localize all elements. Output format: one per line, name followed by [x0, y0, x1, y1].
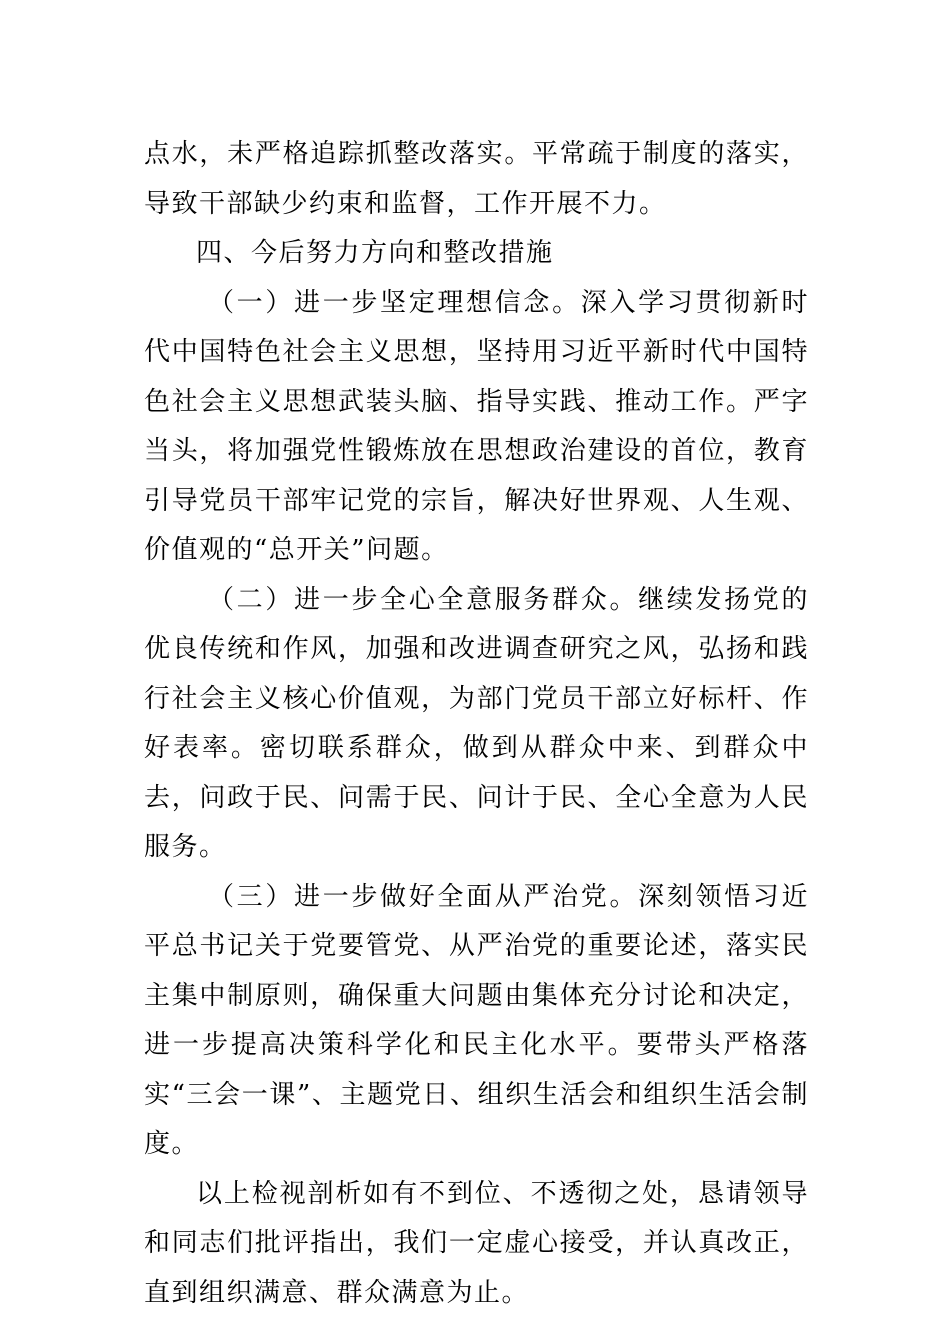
document-body	[144, 130, 809, 1318]
paragraph-continuation: 点水，未严格追踪抓整改落实。平常疏于制度的落实，导致干部缺少约束和监督，工作开展不力。	[144, 139, 809, 219]
section-heading: 四、今后努力方向和整改措施	[196, 238, 554, 268]
paragraph-closing: 以上检视剖析如有不到位、不透彻之处，恳请领导和同志们批评指出，我们一定虚心接受，并认真改正，直到组织满意、群众满意为止。	[144, 1178, 809, 1308]
paragraph-measure-1: （一）进一步坚定理想信念。深入学习贯彻新时代中国特色社会主义思想，坚持用习近平新时代中国特色社会主义思想武装头脑、指导实践、推动工作。严字当头，将加强党性锻炼放在思想政治建设的首位，教育引导党员干部牢记党的宗旨，解决好世界观、人生观、价值观的“总开关”问题。	[144, 287, 809, 565]
paragraph-measure-2: （二）进一步全心全意服务群众。继续发扬党的优良传统和作风，加强和改进调查研究之风，弘扬和践行社会主义核心价值观，为部门党员干部立好标杆、作好表率。密切联系群众，做到从群众中来、到群众中去，问政于民、问需于民、问计于民、全心全意为人民服务。	[144, 584, 809, 862]
paragraph-measure-3: （三）进一步做好全面从严治党。深刻领悟习近平总书记关于党要管党、从严治党的重要论述，落实民主集中制原则，确保重大问题由集体充分讨论和决定，进一步提高决策科学化和民主化水平。要带头严格落实“三会一课”、主题党日、组织生活会和组织生活会制度。	[144, 881, 809, 1159]
